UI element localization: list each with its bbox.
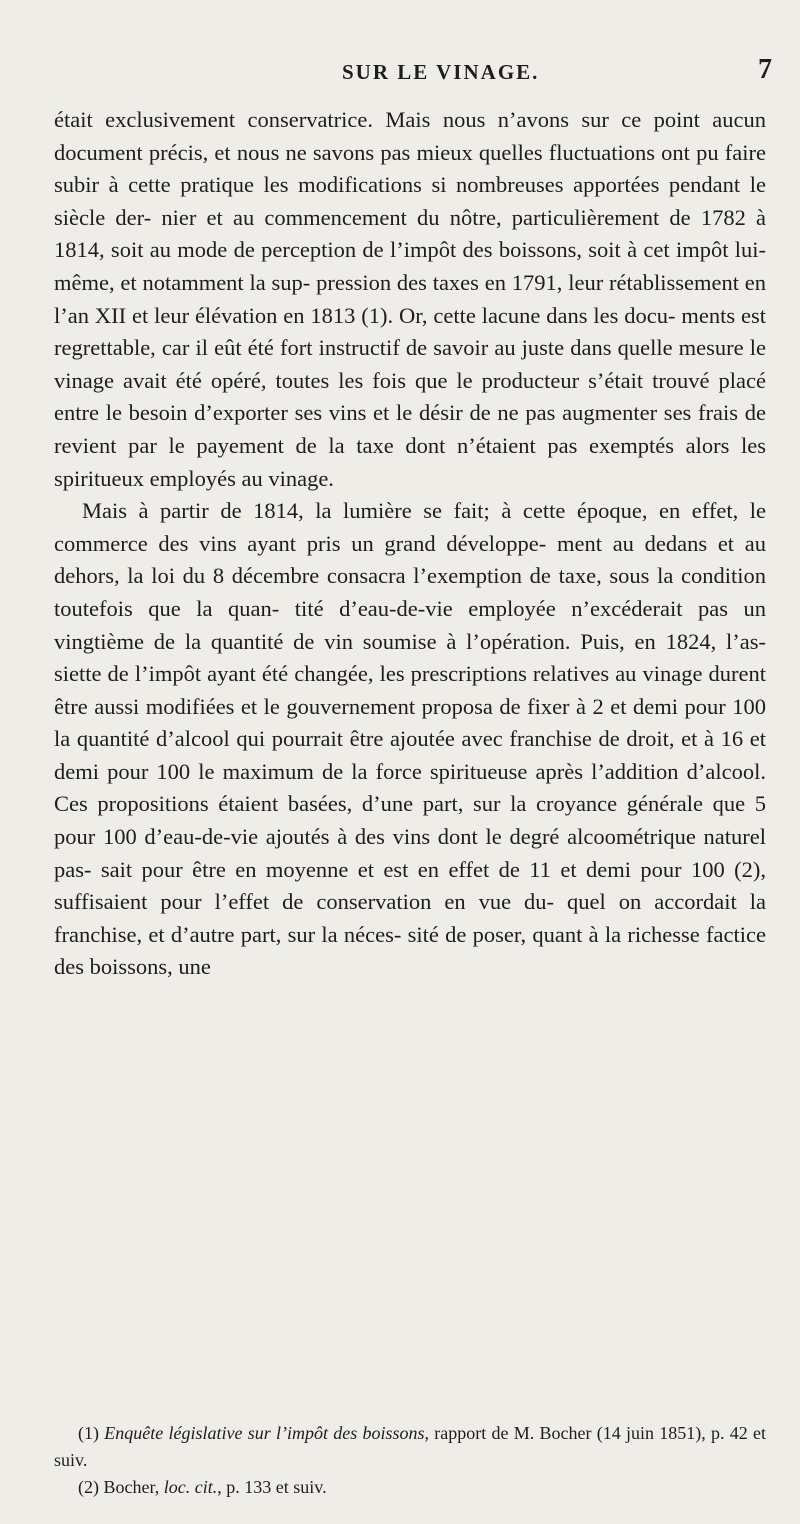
running-head: [0, 56, 800, 96]
body-text: [54, 104, 766, 984]
footnote-1-rest: rapport de M. Bocher (14 juin 1851), p. 42 et suiv.: [54, 1423, 767, 1470]
paragraph-1: était exclusivement conservatrice. Mais nous n’avons sur ce point aucun document précis, et nous ne savons pas mieux quelles fluctuations ont pu faire subir à cette pratique les modifications si nombreuses apportées pendant le siècle der- nier et au commencement du nôtre, particulièrement de 1782 à 1814, soit au mode de perception de l’impôt des boissons, soit à cet impôt lui-même, et notamment la sup- pression des taxes en 1791, leur rétablissement en l’an XII et leur élévation en 1813 (1). Or, cette lacune dans les docu- ments est regrettable, car il eût été fort instructif de savoir au juste dans quelle mesure le vinage avait été opéré, toutes les fois que le producteur s’était trouvé placé entre le besoin d’exporter ses vins et le désir de ne pas augmenter ses frais de revient par le payement de la taxe dont n’étaient pas exemptés alors les spiritueux employés au vinage.: [54, 107, 766, 491]
footnote-1: [54, 1420, 766, 1474]
running-title: SUR LE VINAGE.: [342, 60, 540, 84]
footnote-2-author: Bocher,: [99, 1477, 164, 1497]
footnote-2-title: loc. cit.: [163, 1477, 218, 1497]
footnote-2-marker: (2): [78, 1477, 99, 1497]
page-number: 7: [758, 54, 772, 85]
footnote-2: [54, 1474, 766, 1501]
footnote-1-marker: (1): [78, 1423, 99, 1443]
paragraph-2: Mais à partir de 1814, la lumière se fait; à cette époque, en effet, le commerce des vins ayant pris un grand développe- ment au dedans et au dehors, la loi du 8 décembre consacra l’exemption de taxe, sous la condition toutefois que la quan- tité d’eau-de-vie employée n’excéderait pas un vingtième de la quantité de vin soumise à l’opération. Puis, en 1824, l’as- siette de l’impôt ayant été changée, les prescriptions relatives au vinage durent être aussi modifiées et le gouvernement proposa de fixer à 2 et demi pour 100 la quantité d’alcool qui pourrait être ajoutée avec franchise de droit, et à 16 et demi pour 100 le maximum de la force spiritueuse après l’addition d’alcool. Ces propositions étaient basées, d’une part, sur la croyance générale que 5 pour 100 d’eau-de-vie ajoutés à des vins dont le degré alcoométrique naturel pas- sait pour être en moyenne et est en effet de 11 et demi pour 100 (2), suffisaient pour l’effet de conservation en vue du- quel on accordait la franchise, et d’autre part, sur la néces- sité de poser, quant à la richesse factice des boissons, une: [54, 498, 766, 980]
footnote-2-rest: , p. 133 et suiv.: [217, 1477, 327, 1497]
footnote-1-title: Enquête législative sur l’impôt des boissons,: [104, 1423, 430, 1443]
footnotes: [54, 1420, 766, 1501]
